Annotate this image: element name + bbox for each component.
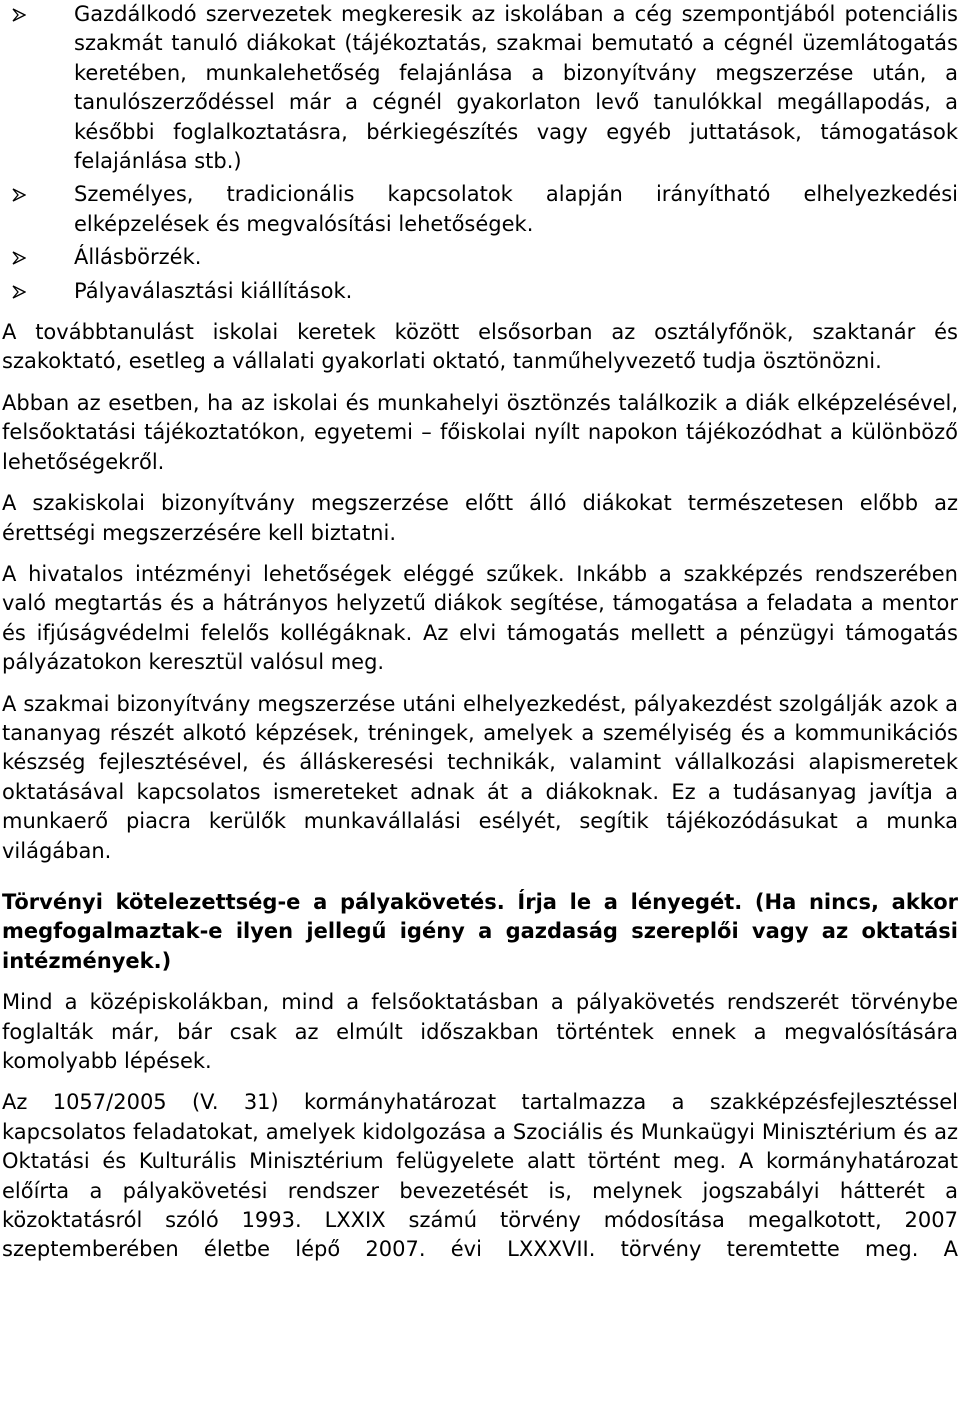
arrowhead-bullet-icon bbox=[12, 8, 26, 22]
list-item bbox=[2, 277, 958, 306]
list-item bbox=[2, 0, 958, 176]
paragraph: A továbbtanulást iskolai keretek között elsősorban az osztályfőnök, szaktanár és szakoktató, esetleg a vállalati gyakorlati oktató, tanműhelyvezető tudja ösztönözni. bbox=[2, 320, 958, 374]
bullet-list bbox=[2, 0, 958, 306]
paragraph: A hivatalos intézményi lehetőségek eléggé szűkek. Inkább a szakképzés rendszerében való megtartás és a hátrányos helyzetű diákok segítése, támogatása a feladata a mentor és ifjúságvédelmi felelős kollégáknak. Az elvi támogatás mellett a pénzügyi támogatás pályázatokon keresztül valósul meg. bbox=[2, 561, 958, 675]
arrowhead-bullet-icon bbox=[12, 285, 26, 299]
bullet-text: Pályaválasztási kiállítások. bbox=[74, 278, 353, 303]
bullet-text: Állásbörzék. bbox=[74, 245, 202, 270]
bullet-text: Személyes, tradicionális kapcsolatok alapján irányítható elhelyezkedési elképzelések és megvalósítási lehetőségek. bbox=[74, 182, 958, 236]
arrowhead-bullet-icon bbox=[12, 188, 26, 202]
paragraph: Abban az esetben, ha az iskolai és munkahelyi ösztönzés találkozik a diák elképzelésével, felsőoktatási tájékoztatókon, egyetemi – főiskolai nyílt napokon tájékozódhat a különböző lehetőségekről. bbox=[2, 390, 958, 474]
question-heading: Törvényi kötelezettség-e a pályakövetés. Írja le a lényegét. (Ha nincs, akkor megfogalmaztak-e ilyen jellegű igény a gazdaság szereplői vagy az oktatási intézmények.) bbox=[2, 889, 958, 973]
bullet-text: Gazdálkodó szervezetek megkeresik az iskolában a cég szempontjából potenciális szakmát tanuló diákokat (tájékoztatás, szakmai bemutató a cégnél üzemlátogatás keretében, munkalehetőség felajánlása a bizonyítvány megszerzése után, a tanulószerződéssel már a cégnél gyakorlaton levő tanulókkal megállapodás, a későbbi foglalkoztatásra, bérkiegészítés vagy egyéb juttatások, támogatások felajánlása stb.) bbox=[74, 2, 958, 174]
list-item bbox=[2, 180, 958, 239]
list-item bbox=[2, 243, 958, 272]
paragraph: A szakiskolai bizonyítvány megszerzése előtt álló diákokat természetesen előbb az érettségi megszerzésére kell biztatni. bbox=[2, 491, 958, 545]
answer-paragraph: Mind a középiskolákban, mind a felsőoktatásban a pályakövetés rendszerét törvénybe foglalták már, bár csak az elmúlt időszakban történtek ennek a megvalósítására komolyabb lépések. bbox=[2, 990, 958, 1073]
answer-paragraph: Az 1057/2005 (V. 31) kormányhatározat tartalmazza a szakképzésfejlesztéssel kapcsolatos feladatokat, amelyek kidolgozása a Szociális és Munkaügyi Minisztérium és az Oktatási és Kulturális Minisztérium felügyelete alatt történt meg. A kormányhatározat előírta a pályakövetési rendszer bevezetését is, melynek jogszabályi hátterét a közoktatásról szóló 1993. LXXIX számú törvény módosítása megalkotott, 2007 szeptemberében életbe lépő 2007. évi LXXXVII. törvény teremtette meg. A bbox=[2, 1090, 958, 1262]
arrowhead-bullet-icon bbox=[12, 251, 26, 265]
paragraph: A szakmai bizonyítvány megszerzése utáni elhelyezkedést, pályakezdést szolgálják azok a tananyag részét alkotó képzések, tréningek, amelyek a személyiség és a kommunikációs készség fejlesztésével, és álláskeresési technikák, valamint vállalkozási alapismeretek oktatásával kapcsolatos ismereteket adnak át a diákoknak. Ez a tudásanyag javítja a munkaerő piacra kerülők munkavállalási esélyét, segítik tájékozódásukat a munka világában. bbox=[2, 691, 958, 863]
